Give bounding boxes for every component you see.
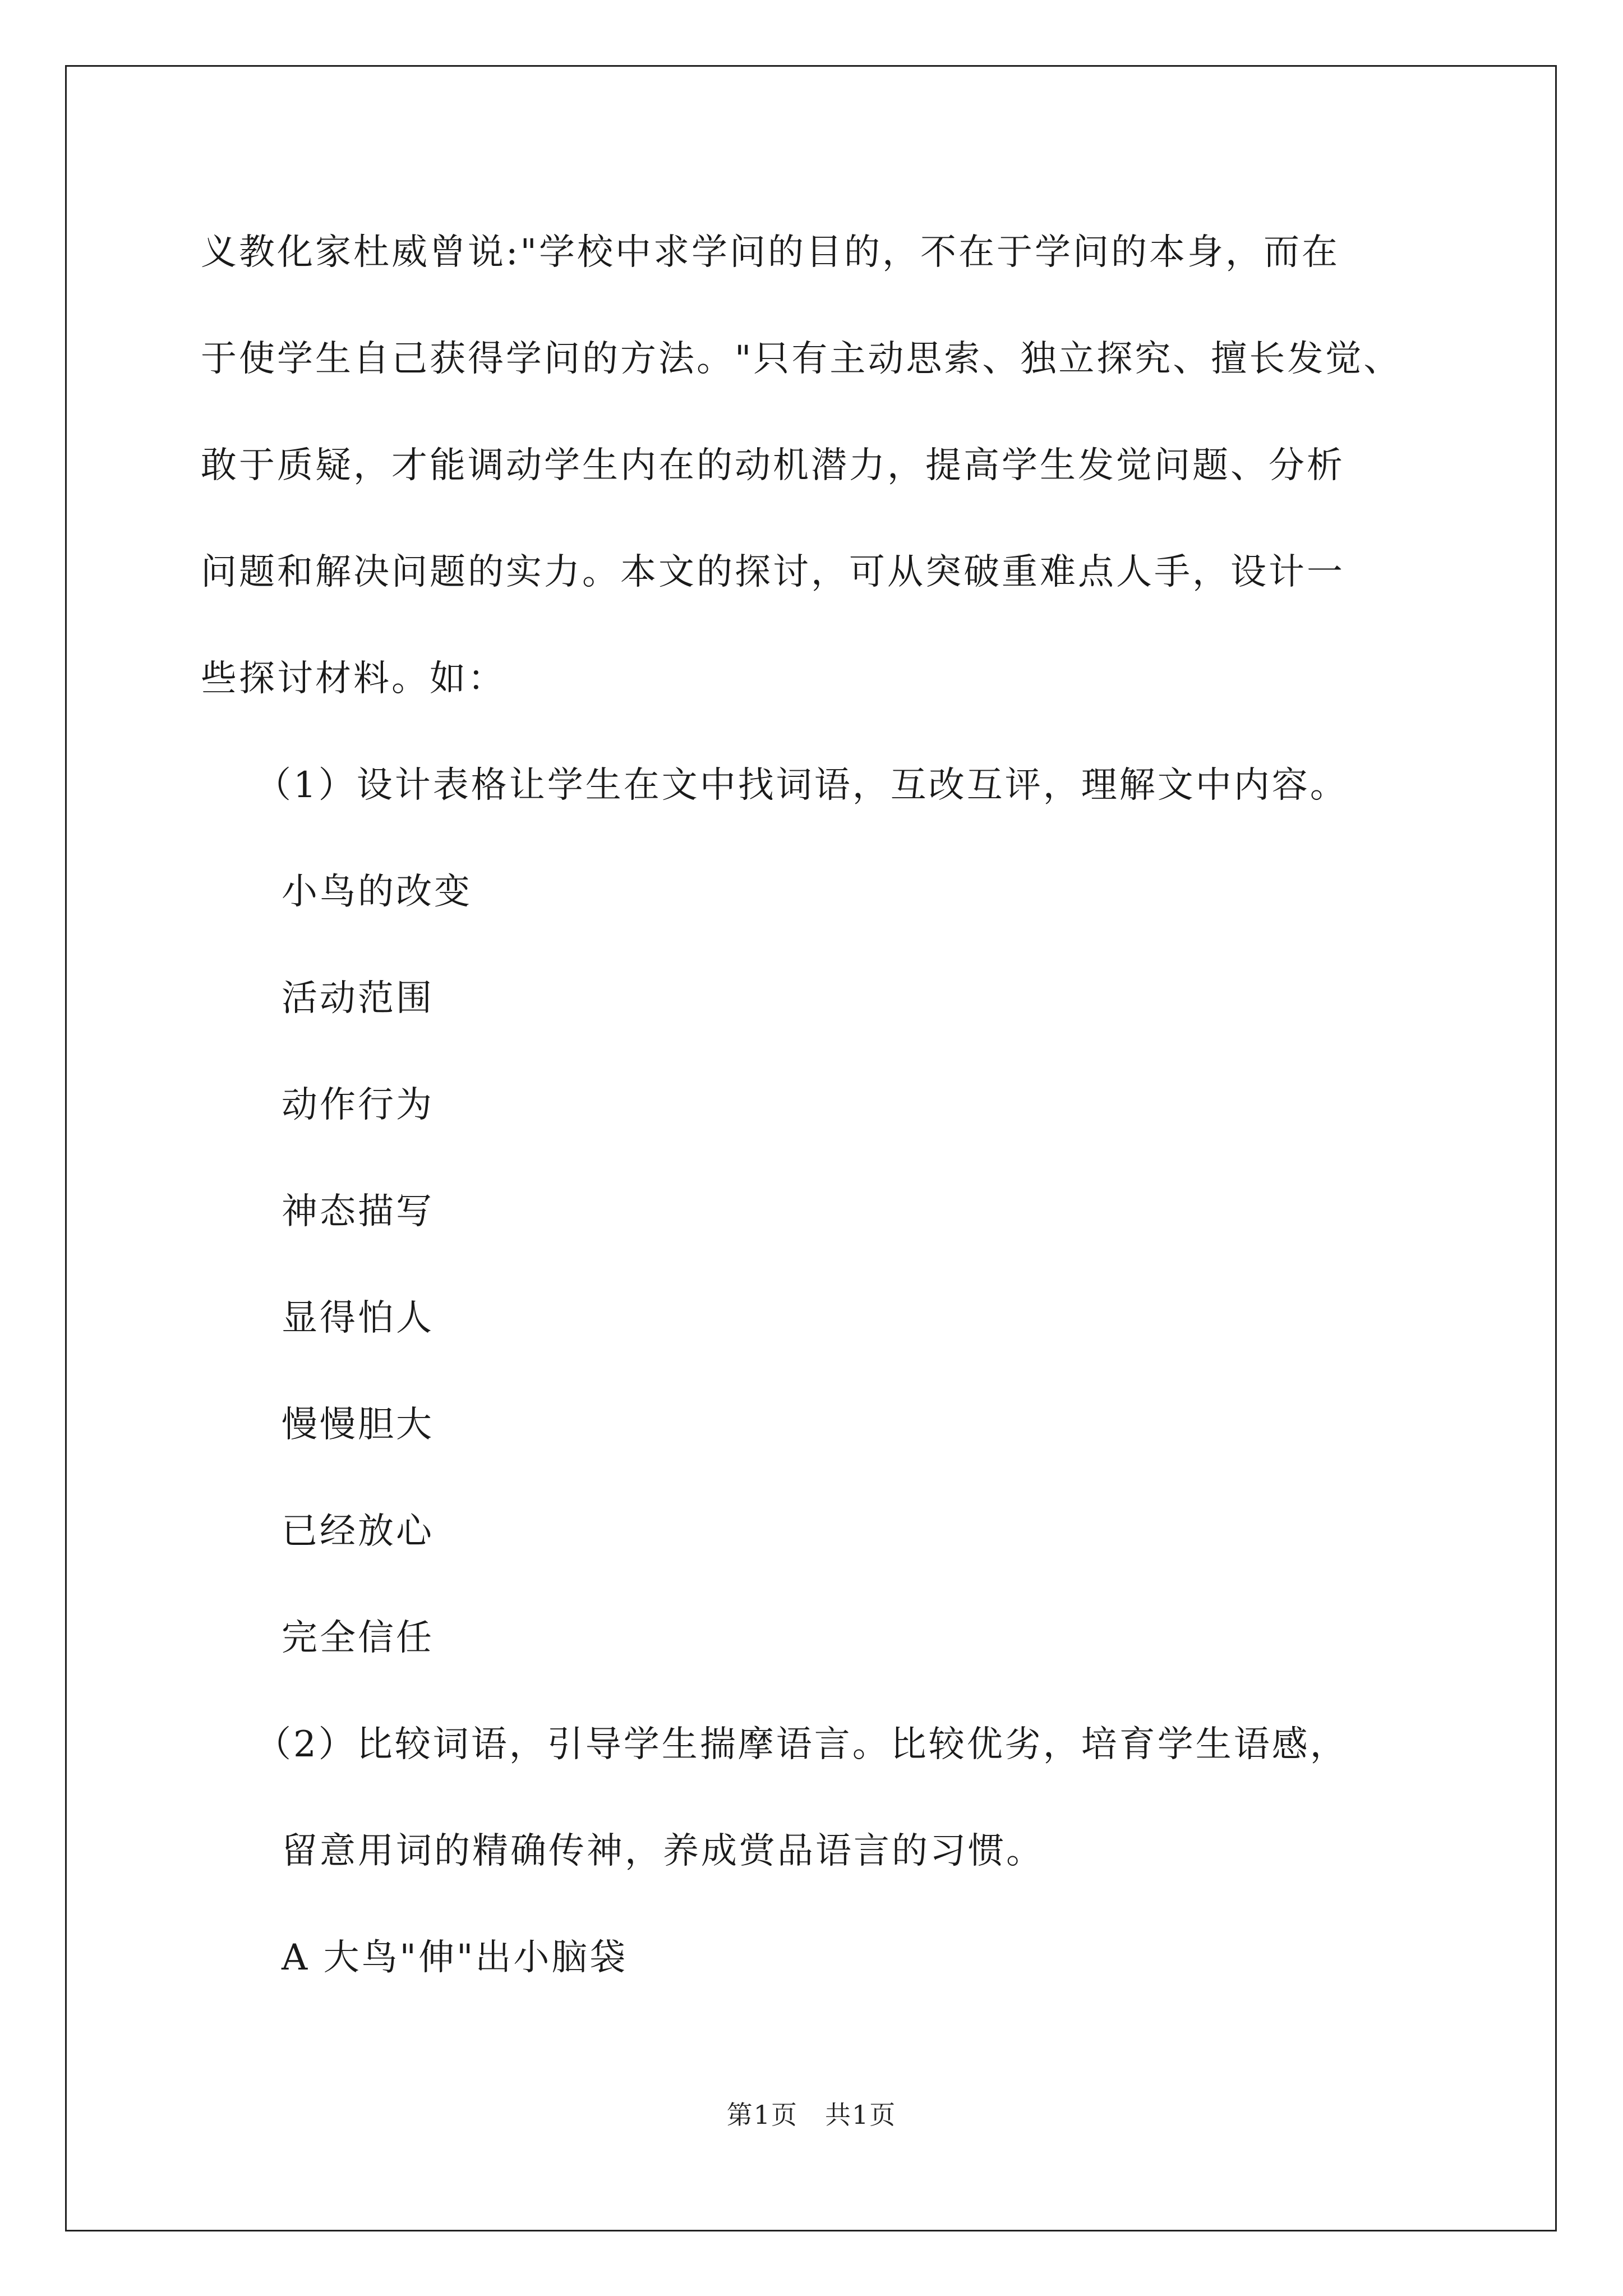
table-cell: 完全信任	[282, 1617, 434, 1659]
table-cell: 慢慢胆大	[282, 1404, 434, 1446]
table-cell: 显得怕人	[282, 1297, 434, 1339]
paragraph-line-1: 义教化家杜威曾说:"学校中求学问的目的，不在于学问的本身，而在	[201, 232, 1340, 273]
example-a: A 大鸟"伸"出小脑袋	[282, 1937, 628, 1978]
paragraph-line-2: 于使学生自己获得学问的方法。"只有主动思索、独立探究、擅长发觉、	[201, 338, 1402, 380]
paragraph-line-5: 些探讨材料。如：	[201, 658, 506, 700]
table-row-label: 神态描写	[282, 1191, 434, 1232]
page-number-footer: 第1页 共1页	[726, 2100, 897, 2130]
table-row-label: 活动范围	[282, 978, 434, 1019]
paragraph-line-3: 敢于质疑，才能调动学生内在的动机潜力，提高学生发觉问题、分析	[201, 445, 1345, 486]
table-header: 小鸟的改变	[282, 871, 472, 913]
table-cell: 已经放心	[282, 1511, 434, 1552]
item-1-heading: （1）设计表格让学生在文中找词语，互改互评，理解文中内容。	[255, 765, 1348, 806]
paragraph-line-4: 问题和解决问题的实力。本文的探讨，可从突破重难点人手，设计一	[201, 551, 1345, 593]
item-2-heading: （2）比较词语，引导学生揣摩语言。比较优劣，培育学生语感，	[255, 1724, 1348, 1765]
page-border	[65, 65, 1557, 2231]
item-2-continuation: 留意用词的精确传神，养成赏品语言的习惯。	[282, 1830, 1044, 1872]
table-row-label: 动作行为	[282, 1084, 434, 1126]
